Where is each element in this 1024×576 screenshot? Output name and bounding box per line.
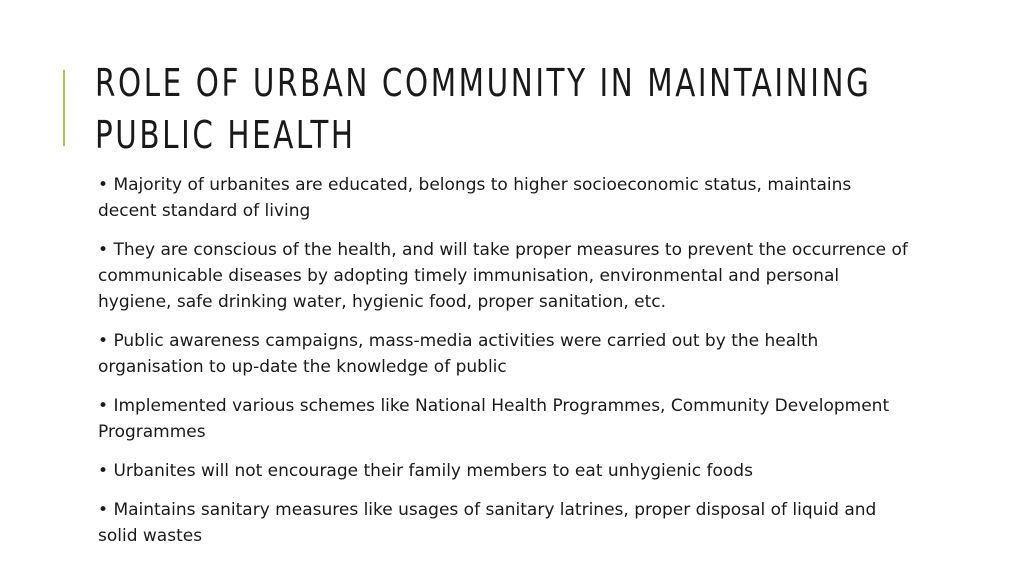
bullet-item [98, 458, 908, 484]
bullet-marker: • [98, 396, 109, 416]
slide-title [95, 57, 872, 161]
bullet-item [98, 393, 908, 445]
bullet-text: Urbanites will not encourage their family members to eat unhygienic foods [113, 461, 753, 481]
bullet-text: They are conscious of the health, and will take proper measures to prevent the occurrence of communicable diseases by adopting timely immunisation, environmental and personal hygiene, safe drinking water, hygienic food, proper sanitation, etc. [98, 240, 908, 312]
bullet-marker: • [98, 240, 109, 260]
bullet-item [98, 497, 908, 549]
bullet-marker: • [98, 175, 109, 195]
bullet-text: Majority of urbanites are educated, belongs to higher socioeconomic status, maintains decent standard of living [98, 175, 852, 221]
title-accent-bar [63, 70, 65, 146]
bullet-text: Implemented various schemes like National Health Programmes, Community Development Programmes [98, 396, 890, 442]
slide-title-line-1: ROLE OF URBAN COMMUNITY IN MAINTAINING [95, 61, 872, 105]
bullet-marker: • [98, 331, 109, 351]
bullet-text: Public awareness campaigns, mass-media activities were carried out by the health organisation to up-date the knowledge of public [98, 331, 819, 377]
bullet-item [98, 237, 908, 315]
bullet-marker: • [98, 461, 109, 481]
slide-title-line-2: PUBLIC HEALTH [95, 113, 356, 157]
bullet-item [98, 328, 908, 380]
bullet-item [98, 172, 908, 224]
bullet-text: Maintains sanitary measures like usages of sanitary latrines, proper disposal of liquid and solid wastes [98, 500, 877, 546]
bullet-marker: • [98, 500, 109, 520]
bullet-list [98, 172, 908, 562]
